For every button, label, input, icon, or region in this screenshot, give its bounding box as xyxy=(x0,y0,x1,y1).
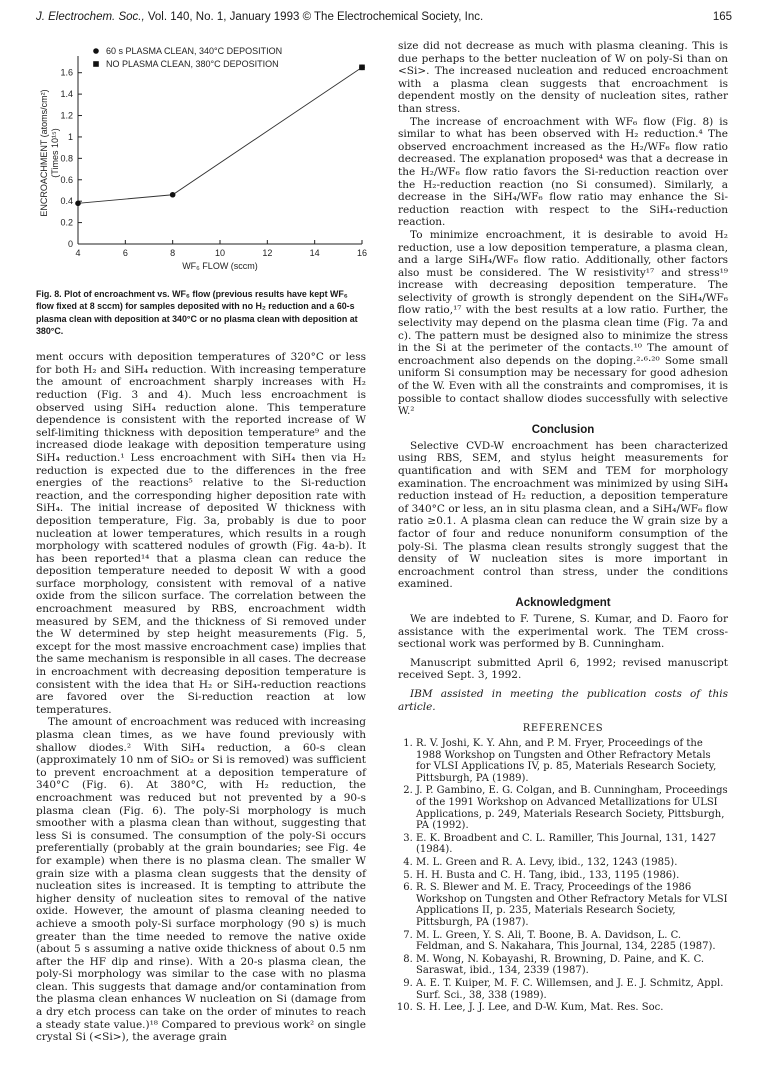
x-tick-label: 12 xyxy=(262,248,273,258)
y-tick-label: 0 xyxy=(67,239,73,249)
y-tick-label: 0.8 xyxy=(60,153,73,164)
acknowledgment-paragraph: We are indebted to F. Turene, S. Kumar, and D. Faoro for assistance with the experimental work. The TEM cross-sectional work was performed by B. Cunningham. xyxy=(398,612,728,651)
body-paragraph: The increase of encroachment with WF₆ flow (Fig. 8) is similar to what has been observed with H₂ reduction.⁴ The observed encroachment increased as the H₂/WF₆ flow ratio decreased. The explanation proposed⁴ was that a decrease in the H₂/WF₆ flow ratio favors the Si-reduction reaction over the H₂-reduction reaction (no Si consumed). Similarly, a decrease in the SiH₄/WF₆ flow ratio may enhance the Si-reduction reaction with respect to the SiH₄-reduction reaction. xyxy=(398,115,728,229)
chart-svg xyxy=(36,40,366,280)
y-tick-label: 1.2 xyxy=(60,110,73,121)
data-point-circle xyxy=(170,192,176,198)
right-column xyxy=(398,40,728,1015)
reference-item: 2. J. P. Gambino, E. G. Colgan, and B. Cunningham, Proceedings of the 1991 Workshop on Advanced Metallizations for ULSI Applications, p. 249, Materials Research Society, Pittsburgh, PA (1992). xyxy=(416,785,728,831)
y-tick-label: 0.4 xyxy=(60,196,73,207)
y-tick-label: 1.6 xyxy=(60,67,73,78)
figure-caption: Fig. 8. Plot of encroachment vs. WF₆ flow (previous results have kept WF₆ flow fixed at 8 sccm) for samples deposited with no H₂ reduction and a 60-s plasma clean with deposition at 340°C or no plasma clean with deposition at 380°C. xyxy=(36,289,358,336)
reference-item: 4. M. L. Green and R. A. Levy, ibid., 132, 1243 (1985). xyxy=(416,857,728,869)
x-tick-label: 8 xyxy=(170,248,176,258)
data-point-square xyxy=(359,65,365,71)
conclusion-paragraph: Selective CVD-W encroachment has been characterized using RBS, SEM, and stylus height measurements for quantification and with SEM and TEM for morphology examination. The encroachment was minimized by using SiH₄ reduction instead of H₂ reduction, a deposition temperature of 340°C or less, an in situ plasma clean, and a SiH₄/WF₆ flow ratio ≥0.1. A plasma clean can reduce the W grain size by a factor of four and reduce nonuniform consumption of the poly-Si. The plasma clean results strongly suggest that the density of W nucleation sites is more important in encroachment control than stress, under the conditions examined. xyxy=(398,439,728,591)
journal-citation xyxy=(36,11,483,23)
reference-item: 10. S. H. Lee, J. J. Lee, and D-W. Kum, Mat. Res. Soc. xyxy=(416,1002,728,1014)
reference-item: 3. E. K. Broadbent and C. L. Ramiller, This Journal, 131, 1427 (1984). xyxy=(416,833,728,856)
reference-item: 6. R. S. Blewer and M. E. Tracy, Proceedings of the 1986 Workshop on Tungsten and Other Refractory Metals for VLSI Applications II, p. 235, Materials Research Society, Pittsburgh, PA (1987). xyxy=(416,882,728,928)
x-tick-label: 4 xyxy=(75,248,81,258)
page-number: 165 xyxy=(712,11,732,23)
body-paragraph: size did not decrease as much with plasma cleaning. This is due perhaps to the better nucleation of W on poly-Si than on <Si>. The increased nucleation and reduced encroachment with a plasma clean suggests that encroachment is dependent mostly on the density of nucleation sites, rather than stress. xyxy=(398,40,728,115)
body-paragraph: To minimize encroachment, it is desirable to avoid H₂ reduction, use a low deposition temperature, a plasma clean, and a large SiH₄/WF₆ flow ratio. Additionally, other factors also must be considered. The W resistivity¹⁷ and stress¹⁹ increase with decreasing deposition temperature. The selectivity of growth is strongly dependent on the SiH₄/WF₆ flow ratio,¹⁷ with the best results at a low ratio. Further, the selectivity may depend on the plasma clean time (Fig. 7a and c). The pattern must be designed also to minimize the stress in the Si at the perimeter of the contacts.¹⁰ The amount of encroachment also depends on the doping.²·⁶·²⁰ Some small uniform Si consumption may be necessary for good adhesion of the W. Even with all the constraints and compromises, it is possible to contact shallow diodes successfully with selective W.² xyxy=(398,228,728,418)
section-heading-acknowledgment: Acknowledgment xyxy=(515,596,611,609)
x-tick-label: 14 xyxy=(309,248,320,258)
y-tick-label: 0.6 xyxy=(60,174,73,185)
y-tick-label: 1.4 xyxy=(60,89,73,100)
manuscript-dates: Manuscript submitted April 6, 1992; revised manuscript received Sept. 3, 1992. xyxy=(398,656,728,682)
publication-cost-note: IBM assisted in meeting the publication costs of this article. xyxy=(398,687,728,713)
series-line xyxy=(78,67,362,203)
data-point-circle xyxy=(75,201,81,207)
y-axis-label: ENCROACHMENT (atoms/cm²) xyxy=(39,89,49,217)
reference-item: 8. M. Wong, N. Kobayashi, R. Browning, D. Paine, and K. C. Saraswat, ibid., 134, 2339 (1987). xyxy=(416,954,728,977)
legend-label: 60 s PLASMA CLEAN, 340°C DEPOSITION xyxy=(106,46,283,56)
references-heading: REFERENCES xyxy=(522,723,604,735)
reference-item: 9. A. E. T. Kuiper, M. F. C. Willemsen, and J. E. J. Schmitz, Appl. Surf. Sci., 38, 338 (1989). xyxy=(416,978,728,1001)
y-tick-label: 1 xyxy=(67,131,73,142)
legend-marker-circle xyxy=(93,48,99,54)
reference-item: 7. M. L. Green, Y. S. Ali, T. Boone, B. A. Davidson, L. C. Feldman, and S. Nakahara, This Journal, 134, 2285 (1987). xyxy=(416,930,728,953)
legend-marker-square xyxy=(93,61,99,67)
legend-label: NO PLASMA CLEAN, 380°C DEPOSITION xyxy=(106,59,279,69)
figure-8-chart xyxy=(36,40,366,280)
x-axis-label: WF₆ FLOW (sccm) xyxy=(182,261,258,271)
section-heading-conclusion: Conclusion xyxy=(531,423,595,436)
x-tick-label: 16 xyxy=(356,248,368,258)
reference-item: 5. H. H. Busta and C. H. Tang, ibid., 133, 1195 (1986). xyxy=(416,870,728,882)
y-axis-label-multiplier: (Times 10¹⁵) xyxy=(50,128,60,178)
left-column xyxy=(36,40,366,1044)
journal-name: J. Electrochem. Soc., xyxy=(36,11,145,23)
running-header xyxy=(36,11,732,27)
body-paragraph: The amount of encroachment was reduced with increasing plasma clean times, as we have found previously with shallow diodes.² With SiH₄ reduction, a 60-s clean (approximately 10 nm of SiO₂ or Si is removed) was sufficient to prevent encroachment at a deposition temperature of 340°C (Fig. 6). At 380°C, with H₂ reduction, the encroachment was reduced but not prevented by a 90-s plasma clean (Fig. 6). The poly-Si morphology is much smoother with a plasma clean than without, suggesting that less Si is consumed. The consumption of the poly-Si occurs preferentially (probably at the grain boundaries; see Fig. 4e for example) when there is no plasma clean. The smaller W grain size with a plasma clean suggests that the density of nucleation sites is increased. It is tempting to attribute the higher density of nucleation sites to removal of the native oxide. However, the amount of plasma cleaning needed to achieve a smooth poly-Si surface morphology (90 s) is much greater than the time needed to remove the native oxide (about 5 s assuming a native oxide thickness of about 0.5 nm after the HF dip and rinse). With a 20-s plasma clean, the poly-Si morphology was similar to the case with no plasma clean. This suggests that damage and/or contamination from the plasma clean enhances W nucleation on Si (damage from a dry etch process can take on the order of minutes to reach a steady state value.)¹⁸ Compared to previous work² on single crystal Si (<Si>), the average grain xyxy=(36,716,366,1044)
references-list xyxy=(398,738,728,1014)
journal-volume: Vol. 140, No. 1, January 1993 © The Electrochemical Society, Inc. xyxy=(144,11,484,23)
x-tick-label: 6 xyxy=(122,248,128,258)
reference-item: 1. R. V. Joshi, K. Y. Ahn, and P. M. Fryer, Proceedings of the 1988 Workshop on Tungsten and Other Refractory Metals for VLSI Applications IV, p. 85, Materials Research Society, Pittsburgh, PA (1989). xyxy=(416,738,728,784)
x-tick-label: 10 xyxy=(214,248,226,258)
y-tick-label: 0.2 xyxy=(60,217,73,228)
body-paragraph: ment occurs with deposition temperatures of 320°C or less for both H₂ and SiH₄ reduction. With increasing temperature the amount of encroachment sharply increases with H₂ reduction (Fig. 3 and 4). Much less encroachment is observed using SiH₄ reduction alone. This temperature dependence is consistent with the reported increase of W self-limiting thickness with deposition temperature⁹ and the increased diode leakage with deposition temperature using SiH₄ reduction.¹ Less encroachment with SiH₄ then via H₂ reduction is expected due to the differences in the free energies of the reactions⁵ relative to the Si-reduction reaction, and the corresponding higher deposition rate with SiH₄. The initial increase of deposited W thickness with deposition temperature, Fig. 3a, probably is due to poor nucleation at lower temperatures, which results in a rough morphology with scattered nodules of growth (Fig. 4a-b). It has been reported¹⁴ that a plasma clean can reduce the deposition temperature needed to deposit W with a good surface morphology, consistent with removal of a native oxide from the silicon surface. The correlation between the encroachment measured by RBS, encroachment width measured by SEM, and the thickness of Si removed under the W determined by step height measurements (Fig. 5, except for the most massive encroachment case) implies that the same mechanism is responsible in all cases. The decrease in encroachment with decreasing deposition temperature is consistent with the idea that H₂ or SiH₄-reduction reactions are favored over the Si-reduction reaction at low temperatures. xyxy=(36,351,366,716)
